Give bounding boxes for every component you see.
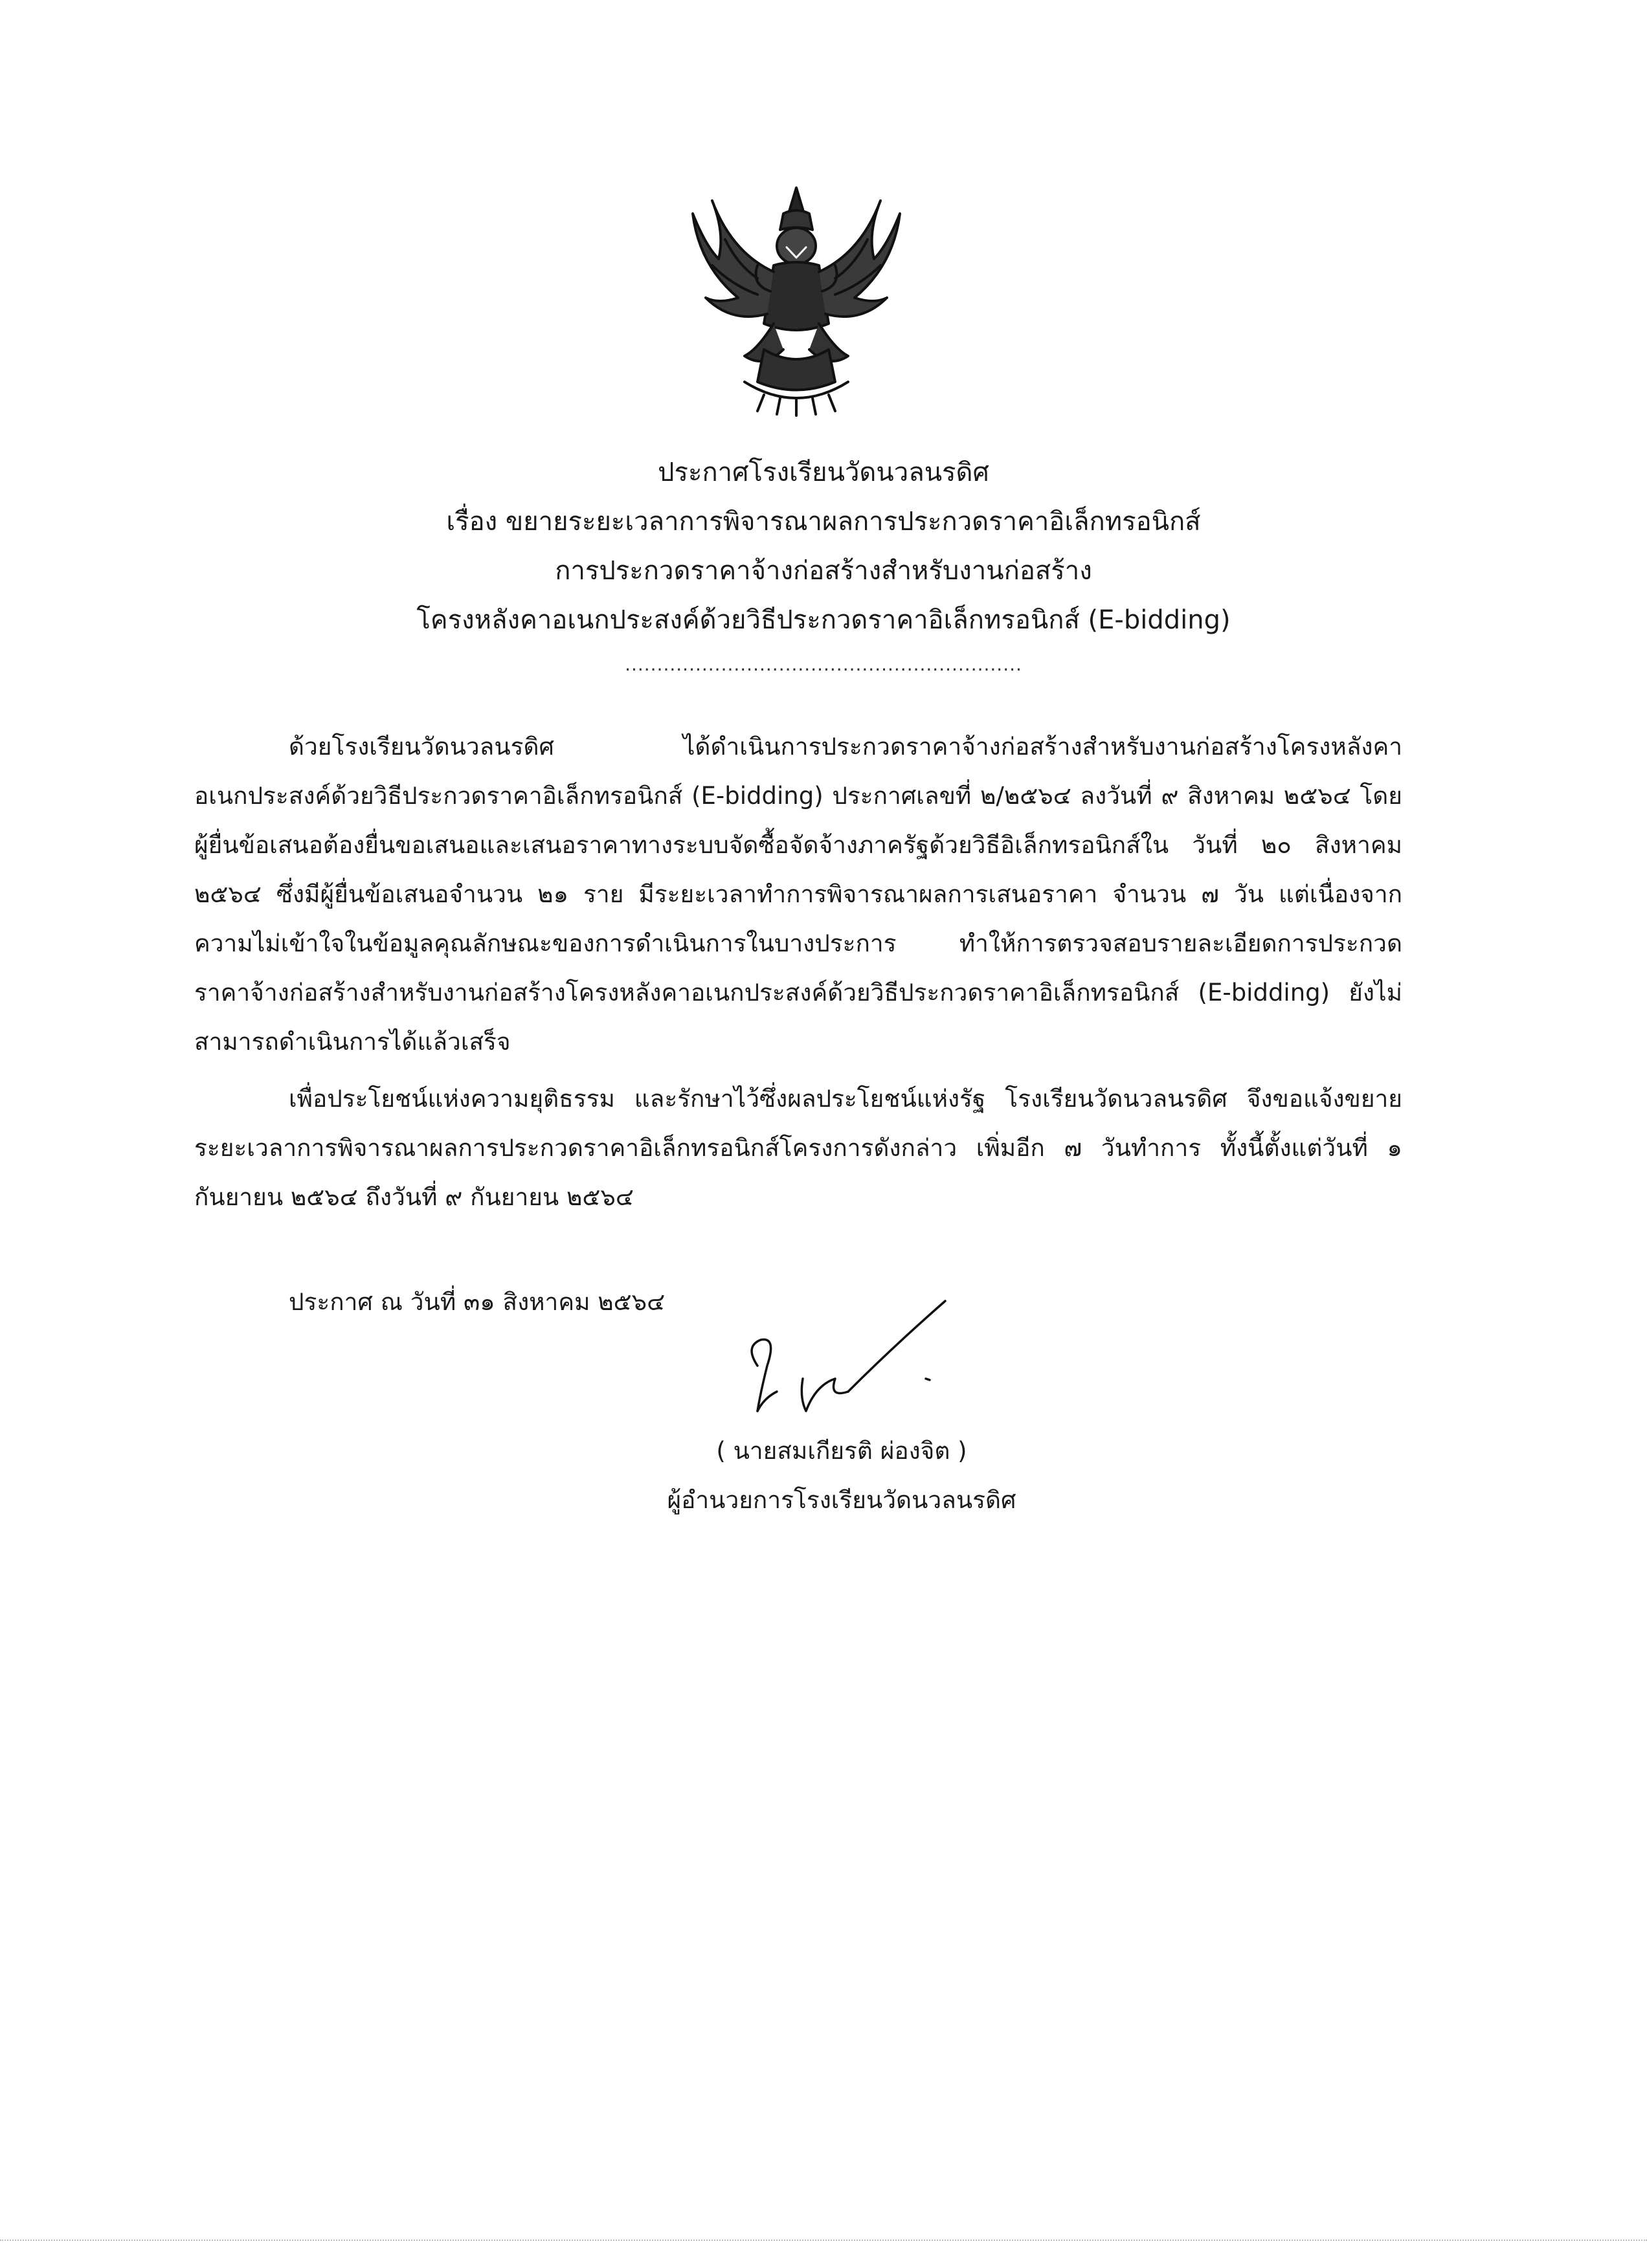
handwritten-signature-icon [732,1288,965,1437]
announcement-date: ประกาศ ณ วันที่ ๓๑ สิงหาคม ๒๕๖๔ [289,1288,666,1316]
title-separator: .............................................................. [625,654,1022,675]
announcement-subject-line2: การประกวดราคาจ้างก่อสร้างสำหรับงานก่อสร้าง [555,556,1092,586]
announcement-subject: เรื่อง ขยายระยะเวลาการพิจารณาผลการประกวดราคาอิเล็กทรอนิกส์ [446,507,1201,537]
body-paragraph-2: เพื่อประโยชน์แห่งความยุติธรรม และรักษาไว้ซึ่งผลประโยชน์แห่งรัฐ โรงเรียนวัดนวลนรดิศ จึงขอแจ้งขยายระยะเวลาการพิจารณาผลการประกวดราคาอิเล็กทรอนิกส์โครงการดังกล่าว เพิ่มอีก ๗ วันทำการ ทั้งนี้ตั้งแต่วันที่ ๑ กันยายน ๒๕๖๔ ถึงวันที่ ๙ กันยายน ๒๕๖๔ [194,1085,1402,1211]
announcement-title: ประกาศโรงเรียนวัดนวลนรดิศ [658,458,989,487]
scan-edge-divider [0,2240,1647,2242]
announcement-subject-line3: โครงหลังคาอเนกประสงค์ด้วยวิธีประกวดราคาอิเล็กทรอนิกส์ (E-bidding) [416,605,1231,635]
body-paragraph-1: ด้วยโรงเรียนวัดนวลนรดิศ ได้ดำเนินการประกวดราคาจ้างก่อสร้างสำหรับงานก่อสร้างโครงหลังคาอเนกประสงค์ด้วยวิธีประกวดราคาอิเล็กทรอนิกส์ (E-bidding) ประกาศเลขที่ ๒/๒๕๖๔ ลงวันที่ ๙ สิงหาคม ๒๕๖๔ โดยผู้ยื่นข้อเสนอต้องยื่นขอเสนอและเสนอราคาทางระบบจัดซื้อจัดจ้างภาครัฐด้วยวิธีอิเล็กทรอนิกส์ใน วันที่ ๒๐ สิงหาคม ๒๕๖๔ ซึ่งมีผู้ยื่นข้อเสนอจำนวน ๒๑ ราย มีระยะเวลาทำการพิจารณาผลการเสนอราคา จำนวน ๗ วัน แต่เนื่องจากความไม่เข้าใจในข้อมูลคุณลักษณะของการดำเนินการในบางประการ ทำให้การตรวจสอบรายละเอียดการประกวดราคาจ้างก่อสร้างสำหรับงานก่อสร้างโครงหลังคาอเนกประสงค์ด้วยวิธีประกวดราคาอิเล็กทรอนิกส์ (E-bidding) ยังไม่สามารถดำเนินการได้แล้วเสร็จ [194,733,1402,1056]
signer-name: ( นายสมเกียรติ ผ่องจิต ) [716,1437,967,1465]
signer-position: ผู้อำนวยการโรงเรียนวัดนวลนรดิศ [667,1486,1016,1514]
garuda-emblem-icon [667,175,926,421]
